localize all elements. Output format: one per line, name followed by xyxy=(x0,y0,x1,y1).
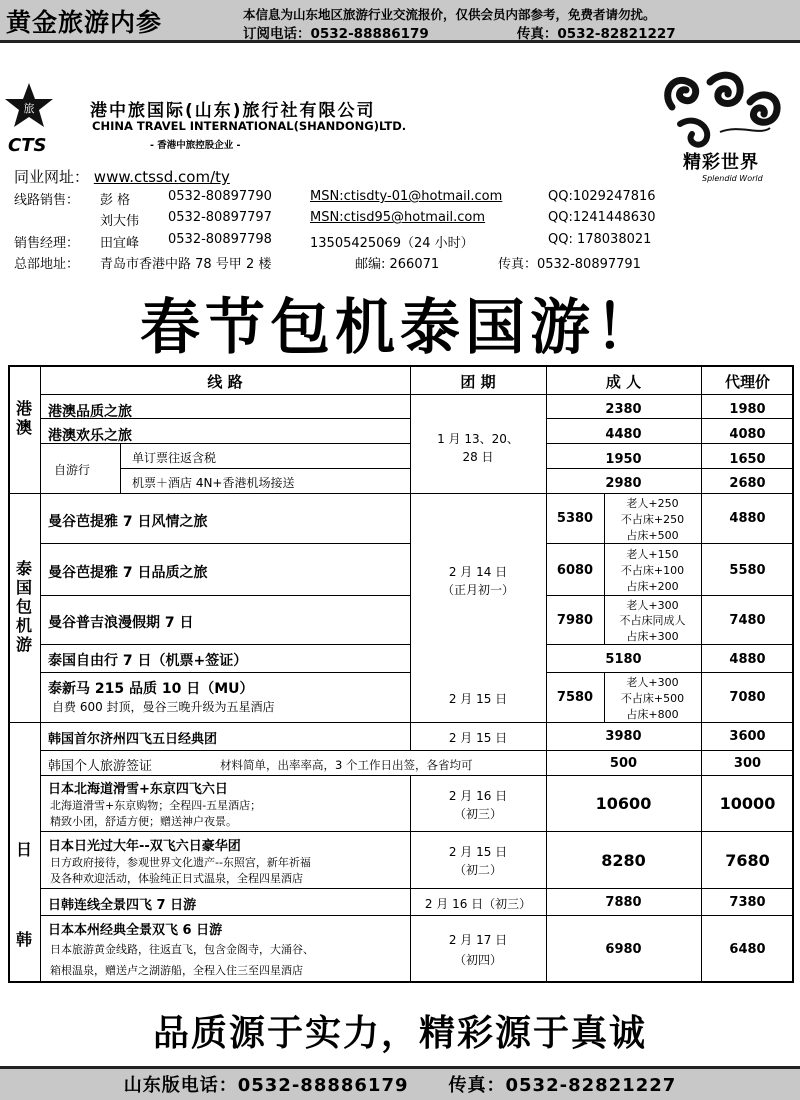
category-hkmacau: 港澳 xyxy=(15,399,32,437)
adult-price: 500 xyxy=(609,756,638,771)
subscribe-phone: 订阅电话：0532-88886179 xyxy=(243,26,429,42)
agent-price: 4880 xyxy=(729,511,766,526)
route-name: 日韩连线全景四飞 7 日游 xyxy=(48,898,197,913)
price-table xyxy=(8,365,794,983)
company-name-en: CHINA TRAVEL INTERNATIONAL(SHANDONG)LTD. xyxy=(92,119,407,133)
route-description: 自费 600 封顶，曼谷三晚升级为五星酒店 xyxy=(52,700,275,714)
sales-name: 刘大伟 xyxy=(100,214,140,229)
route-description: 及各种欢迎活动，体验纯正日式温泉，全程四星酒店 xyxy=(50,872,303,885)
tour-date: 2 月 17 日 xyxy=(448,933,508,947)
manager-phone: 0532-80897798 xyxy=(168,232,272,247)
route-name: 港澳品质之旅 xyxy=(48,404,132,420)
adult-price: 4480 xyxy=(605,427,642,442)
route-description: 箱根温泉，赠送卢之湖游船，全程入住三至四星酒店 xyxy=(50,964,303,977)
price-extra: 不占床+500 xyxy=(620,692,685,705)
route-description: 北海道滑雪+东京购物；全程四-五星酒店； xyxy=(50,799,262,812)
adult-price: 10600 xyxy=(595,794,652,813)
agent-price: 7380 xyxy=(729,895,766,910)
agent-price: 7080 xyxy=(729,690,766,705)
hq-label: 总部地址： xyxy=(14,257,80,272)
postcode: 邮编: 266071 xyxy=(355,257,440,272)
price-extra: 不占床+100 xyxy=(620,564,685,577)
adult-price: 5380 xyxy=(556,511,594,526)
price-extra: 不占床同成人 xyxy=(619,614,686,627)
splendid-world-logo-icon xyxy=(650,62,790,162)
adult-price: 1950 xyxy=(605,452,642,467)
price-extra: 占床+300 xyxy=(626,630,679,643)
hq-address: 青岛市香港中路 78 号甲 2 楼 xyxy=(100,257,272,272)
tour-date: 2 月 16 日 xyxy=(448,789,508,803)
sales-phone: 0532-80897790 xyxy=(168,189,272,204)
top-notice: 本信息为山东地区旅游行业交流报价，仅供会员内部参考，免费者请勿扰。 xyxy=(243,7,656,22)
route-name: 日本北海道滑雪+东京四飞六日 xyxy=(48,782,228,797)
brand-name-en: Splendid World xyxy=(702,174,763,183)
tour-date: 28 日 xyxy=(462,450,494,464)
sales-phone: 0532-80897797 xyxy=(168,210,272,225)
agent-price: 7680 xyxy=(725,851,770,870)
header-route: 线 路 xyxy=(207,373,243,391)
sales-qq: QQ:1029247816 xyxy=(548,189,656,204)
manager-name: 田宜峰 xyxy=(100,236,140,251)
cts-star-logo-icon xyxy=(4,82,54,128)
publication-title: 黄金旅游内参 xyxy=(6,8,163,37)
price-extra: 不占床+250 xyxy=(620,513,685,526)
tour-date: （正月初一） xyxy=(441,583,514,597)
price-extra: 占床+800 xyxy=(626,708,679,721)
slogan: 品质源于实力，精彩源于真诚 xyxy=(152,1013,647,1054)
bottom-contact-line xyxy=(0,1071,800,1097)
route-name: 日本日光过大年--双飞六日豪华团 xyxy=(48,839,241,854)
price-extra: 老人+150 xyxy=(626,548,679,561)
company-name-cn: 港中旅国际(山东)旅行社有限公司 xyxy=(90,101,376,121)
top-subscribe-line xyxy=(243,22,676,42)
route-name: 机票＋酒店 4N+香港机场接送 xyxy=(132,476,295,490)
agent-price: 7480 xyxy=(729,613,766,628)
agent-price: 4880 xyxy=(729,652,766,667)
tour-date: 2 月 15 日 xyxy=(448,692,508,706)
agent-price: 1980 xyxy=(729,402,766,417)
free-travel-label: 自游行 xyxy=(54,463,91,477)
tour-date: （初四） xyxy=(453,953,502,967)
tour-date: 2 月 15 日 xyxy=(448,845,508,859)
route-description: 材料简单，出率率高，3 个工作日出签，各省均可 xyxy=(220,758,473,772)
sales-name: 彭 格 xyxy=(100,193,131,208)
route-name: 曼谷芭提雅 7 日风情之旅 xyxy=(48,514,208,530)
category-thailand: 泰国包机游 xyxy=(15,559,32,654)
company-subtitle: - 香港中旅控股企业 - xyxy=(150,140,241,151)
manager-mobile: 13505425069（24 小时） xyxy=(310,236,474,251)
price-extra: 老人+300 xyxy=(626,676,679,689)
adult-price: 3980 xyxy=(605,729,642,744)
agent-price: 6480 xyxy=(729,942,766,957)
adult-price: 8280 xyxy=(601,851,646,870)
agent-price: 1650 xyxy=(729,452,766,467)
adult-price: 5180 xyxy=(605,652,642,667)
route-name: 曼谷普吉浪漫假期 7 日 xyxy=(48,615,194,631)
adult-price: 7880 xyxy=(605,895,642,910)
adult-price: 7580 xyxy=(556,690,594,705)
route-name: 泰新马 215 品质 10 日（MU） xyxy=(48,681,254,697)
tour-date: （初二） xyxy=(453,863,502,877)
adult-price: 6980 xyxy=(605,942,642,957)
category-japankorea: 日韩 xyxy=(15,840,32,949)
price-extra: 老人+250 xyxy=(626,497,679,510)
price-extra: 占床+200 xyxy=(626,580,679,593)
adult-price: 7980 xyxy=(556,613,594,628)
route-name: 韩国个人旅游签证 xyxy=(48,759,153,774)
route-name: 日本本州经典全景双飞 6 日游 xyxy=(48,923,223,938)
website-link[interactable]: www.ctssd.com/ty xyxy=(93,168,230,186)
agent-price: 300 xyxy=(733,756,762,771)
sales-label: 线路销售： xyxy=(14,193,80,208)
adult-price: 2380 xyxy=(605,402,642,417)
header-date: 团 期 xyxy=(460,373,496,391)
header-adult: 成 人 xyxy=(605,373,642,391)
manager-qq: QQ: 178038021 xyxy=(548,232,652,247)
tour-date: 2 月 14 日 xyxy=(448,565,508,579)
tour-date: 2 月 16 日（初三） xyxy=(424,897,532,911)
top-fax: 传真：0532-82821227 xyxy=(516,26,676,42)
sales-qq: QQ:1241448630 xyxy=(548,210,656,225)
route-description: 日方政府接待，参观世界文化遗产--东照宫，新年祈福 xyxy=(50,856,311,869)
sales-msn[interactable]: MSN:ctisd95@hotmail.com xyxy=(310,210,486,225)
route-description: 精致小团，舒适方便；赠送神户夜景。 xyxy=(50,815,237,828)
route-description: 日本旅游黄金线路，往返直飞，包含金阁寺，大涌谷、 xyxy=(50,943,314,956)
route-name: 曼谷芭提雅 7 日品质之旅 xyxy=(48,565,208,581)
price-extra: 占床+500 xyxy=(626,529,679,542)
brand-name-cn: 精彩世界 xyxy=(683,152,759,173)
tour-date: （初三） xyxy=(453,807,502,821)
sales-msn[interactable]: MSN:ctisdty-01@hotmail.com xyxy=(310,189,503,204)
price-extra: 老人+300 xyxy=(626,599,679,612)
agent-price: 2680 xyxy=(729,476,766,491)
website-label: 同业网址： xyxy=(14,168,90,186)
tour-date: 2 月 15 日 xyxy=(448,731,508,745)
tour-date: 1 月 13、20、 xyxy=(437,432,519,446)
agent-price: 10000 xyxy=(719,794,776,813)
hq-fax: 传真：0532-80897791 xyxy=(498,257,641,272)
cts-logo-char: 旅 xyxy=(23,102,35,115)
route-name: 韩国首尔济州四飞五日经典团 xyxy=(48,732,218,747)
agent-price: 5580 xyxy=(729,563,766,578)
website-line xyxy=(14,166,230,187)
bottom-fax: 传真：0532-82821227 xyxy=(448,1075,677,1096)
manager-label: 销售经理： xyxy=(14,236,80,251)
route-name: 单订票往返含税 xyxy=(132,451,217,465)
bottom-phone: 山东版电话：0532-88886179 xyxy=(123,1075,409,1096)
adult-price: 6080 xyxy=(556,563,594,578)
cts-logo-text: CTS xyxy=(8,135,47,156)
agent-price: 3600 xyxy=(729,729,766,744)
adult-price: 2980 xyxy=(605,476,642,491)
route-name: 泰国自由行 7 日（机票+签证） xyxy=(48,653,248,669)
headline: 春节包机泰国游！ xyxy=(140,293,660,363)
agent-price: 4080 xyxy=(729,427,766,442)
route-name: 港澳欢乐之旅 xyxy=(48,428,132,444)
header-agent: 代理价 xyxy=(724,373,770,391)
